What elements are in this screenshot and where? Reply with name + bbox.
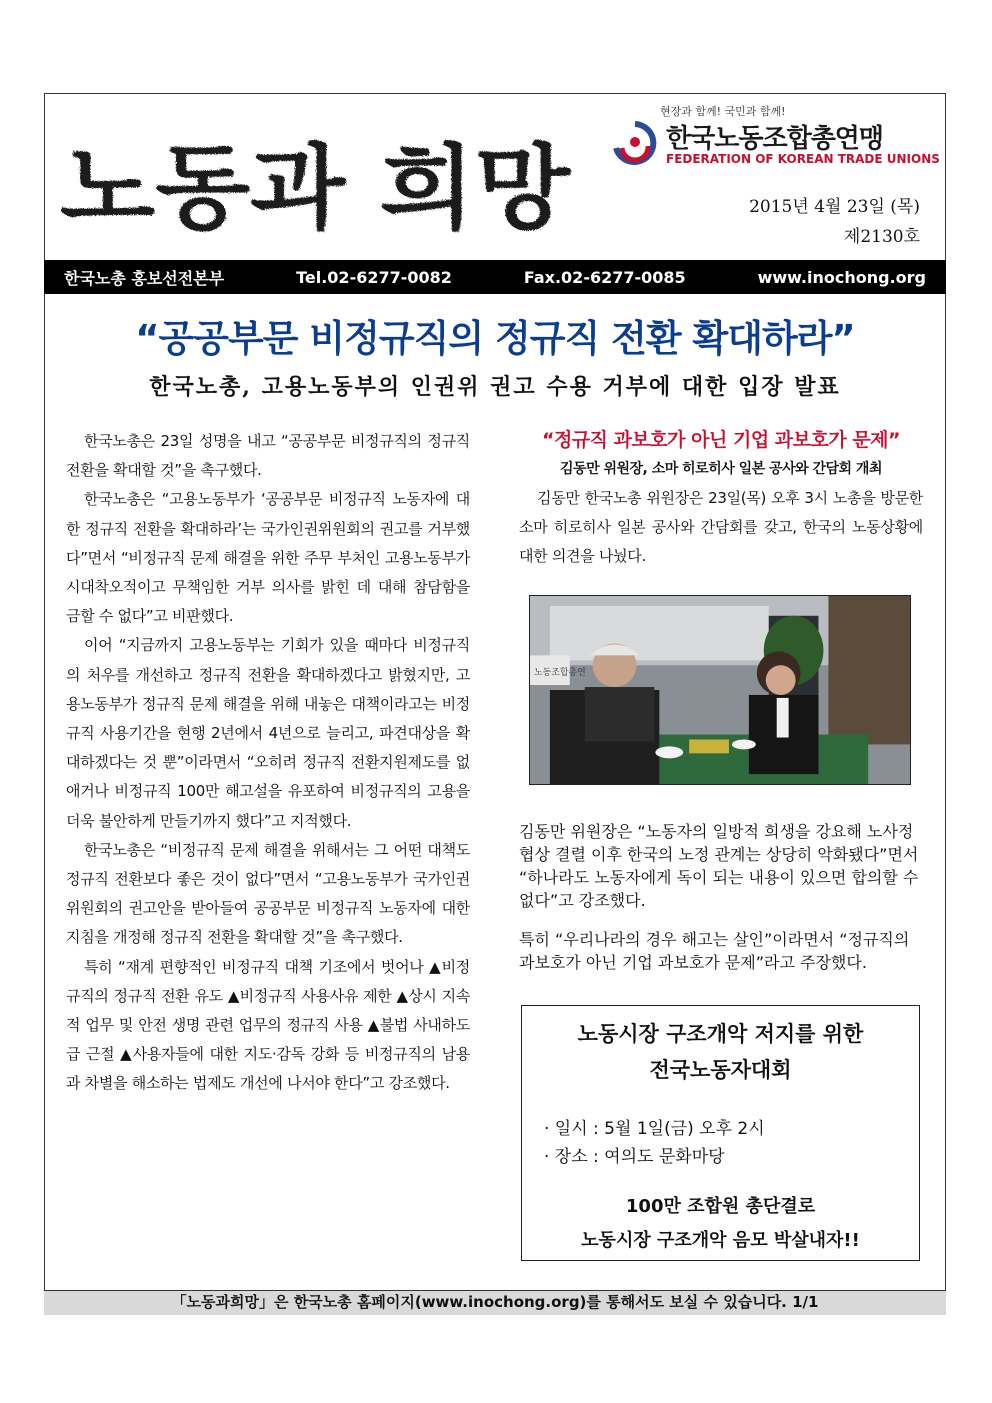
fktu-logo-icon xyxy=(610,118,660,168)
main-subheadline: 한국노총, 고용노동부의 인권위 권고 수용 거부에 대한 입장 발표 xyxy=(149,374,841,400)
website-link[interactable]: www.inochong.org xyxy=(757,267,926,287)
org-slogan: 현장과 함께! 국민과 함께! xyxy=(660,105,786,118)
event-where: · 장소 : 여의도 문화마당 xyxy=(544,1147,725,1167)
fax-label: Fax.02-6277-0085 xyxy=(523,267,686,287)
dept-label: 한국노총 홍보선전본부 xyxy=(64,268,225,288)
article-paragraph: 특히 “재계 편향적인 비정규직 대책 기조에서 벗어나 ▲비정규직의 정규직 전환 유도 ▲비정규직 사용사유 제한 ▲상시 지속적 업무 및 안전 생명 관련 업무의 정규직 사용 ▲불법 사내하도급 근절 ▲사용자들에 대한 지도·감독 강화 등 비정규직의 남용과 차별을 해소하는 법제도 개선에 나서야 한다”고 강조했다. xyxy=(66,957,470,1093)
event-title-line1: 노동시장 구조개악 저지를 위한 xyxy=(577,1022,864,1046)
org-name-en: FEDERATION OF KOREAN TRADE UNIONS xyxy=(666,152,940,166)
tel-label: Tel.02-6277-0082 xyxy=(296,267,452,287)
event-title-line2: 전국노동자대회 xyxy=(649,1058,792,1082)
side-article-top xyxy=(519,425,923,572)
side-paragraph: 특히 “우리나라의 경우 해고는 살인”이라면서 “정규직의 과보호가 아닌 기업 과보호가 문제”라고 주장했다. xyxy=(519,930,910,972)
article-paragraph: 이어 “지금까지 고용노동부는 기회가 있을 때마다 비정규직의 처우를 개선하고 정규직 전환을 확대하겠다고 밝혔지만, 고용노동부가 정규직 문제 해결을 위해 내놓은 대책이라고는 비정규직 사용기간을 현행 2년에서 4년으로 늘리고, 파견대상을 확대하겠다는 것 뿐”이라면서 “오히려 정규직 전환지원제도를 없애거나 비정규직 100만 해고설을 유포하여 비정규직의 고용을 더욱 불안하게 만들기까지 했다”고 지적했다. xyxy=(66,636,470,830)
side-subheadline: 김동만 위원장, 소마 히로히사 일본 공사와 간담회 개최 xyxy=(560,461,882,477)
issue-number: 제2130호 xyxy=(843,227,920,247)
main-article xyxy=(66,427,470,1099)
event-slogan-line2: 노동시장 구조개악 음모 박살내자!! xyxy=(581,1230,860,1251)
event-when: · 일시 : 5월 1일(금) 오후 2시 xyxy=(544,1119,765,1139)
main-headline: “공공부문 비정규직의 정규직 전환 확대하라” xyxy=(135,317,855,360)
footer-note: 「노동과희망」은 한국노총 홈페이지(www.inochong.org)를 통해서도 보실 수 있습니다. 1/1 xyxy=(44,1290,946,1315)
org-name: 한국노동조합총연맹 xyxy=(666,124,884,154)
article-paragraph: 한국노총은 “비정규직 문제 해결을 위해서는 그 어떤 대책도 정규직 전환보다 좋은 것이 없다”면서 “고용노동부가 국가인권위원회의 권고안을 받아들여 공공부문 비정규직 노동자에 대한 지침을 개정해 정규직 전환을 확대할 것”을 촉구했다. xyxy=(66,840,470,947)
article-paragraph: 한국노총은 “고용노동부가 ‘공공부문 비정규직 노동자에 대한 정규직 전환을 확대하라’는 국가인권위원회의 권고를 거부했다”면서 “비정규직 문제 해결을 위한 주무 부처인 고용노동부가 시대착오적이고 무책임한 거부 의사를 밝힌 데 대해 참담함을 금할 수 없다”고 비판했다. xyxy=(66,490,470,626)
info-bar xyxy=(44,260,946,294)
side-article-body xyxy=(519,803,923,989)
event-notice-box xyxy=(521,1005,920,1261)
side-headline: “정규직 과보호가 아닌 기업 과보호가 문제” xyxy=(541,429,901,451)
article-paragraph: 한국노총은 23일 성명을 내고 “공공부문 비정규직의 정규직 전환을 확대할 것”을 촉구했다. xyxy=(66,432,470,480)
side-intro: 김동만 한국노총 위원장은 23일(목) 오후 3시 노총을 방문한 소마 히로히사 일본 공사와 간담회를 갖고, 한국의 노동상황에 대한 의견을 나눴다. xyxy=(519,489,923,566)
meeting-photo xyxy=(529,595,911,785)
masthead-title: 노동과 희망 xyxy=(60,134,572,242)
photo-sign-text: 노동조합총연 xyxy=(533,668,586,679)
masthead-logo xyxy=(50,102,580,262)
event-slogan-line1: 100만 조합원 총단결로 xyxy=(625,1196,816,1217)
side-paragraph: 김동만 위원장은 “노동자의 일방적 희생을 강요해 노사정 협상 결렬 이후 한국의 노정 관계는 상당히 악화됐다”면서 “하나라도 노동자에게 독이 되는 내용이 있으면 합의할 수 없다”고 강조했다. xyxy=(519,822,919,910)
issue-date: 2015년 4월 23일 (목) xyxy=(749,197,920,217)
